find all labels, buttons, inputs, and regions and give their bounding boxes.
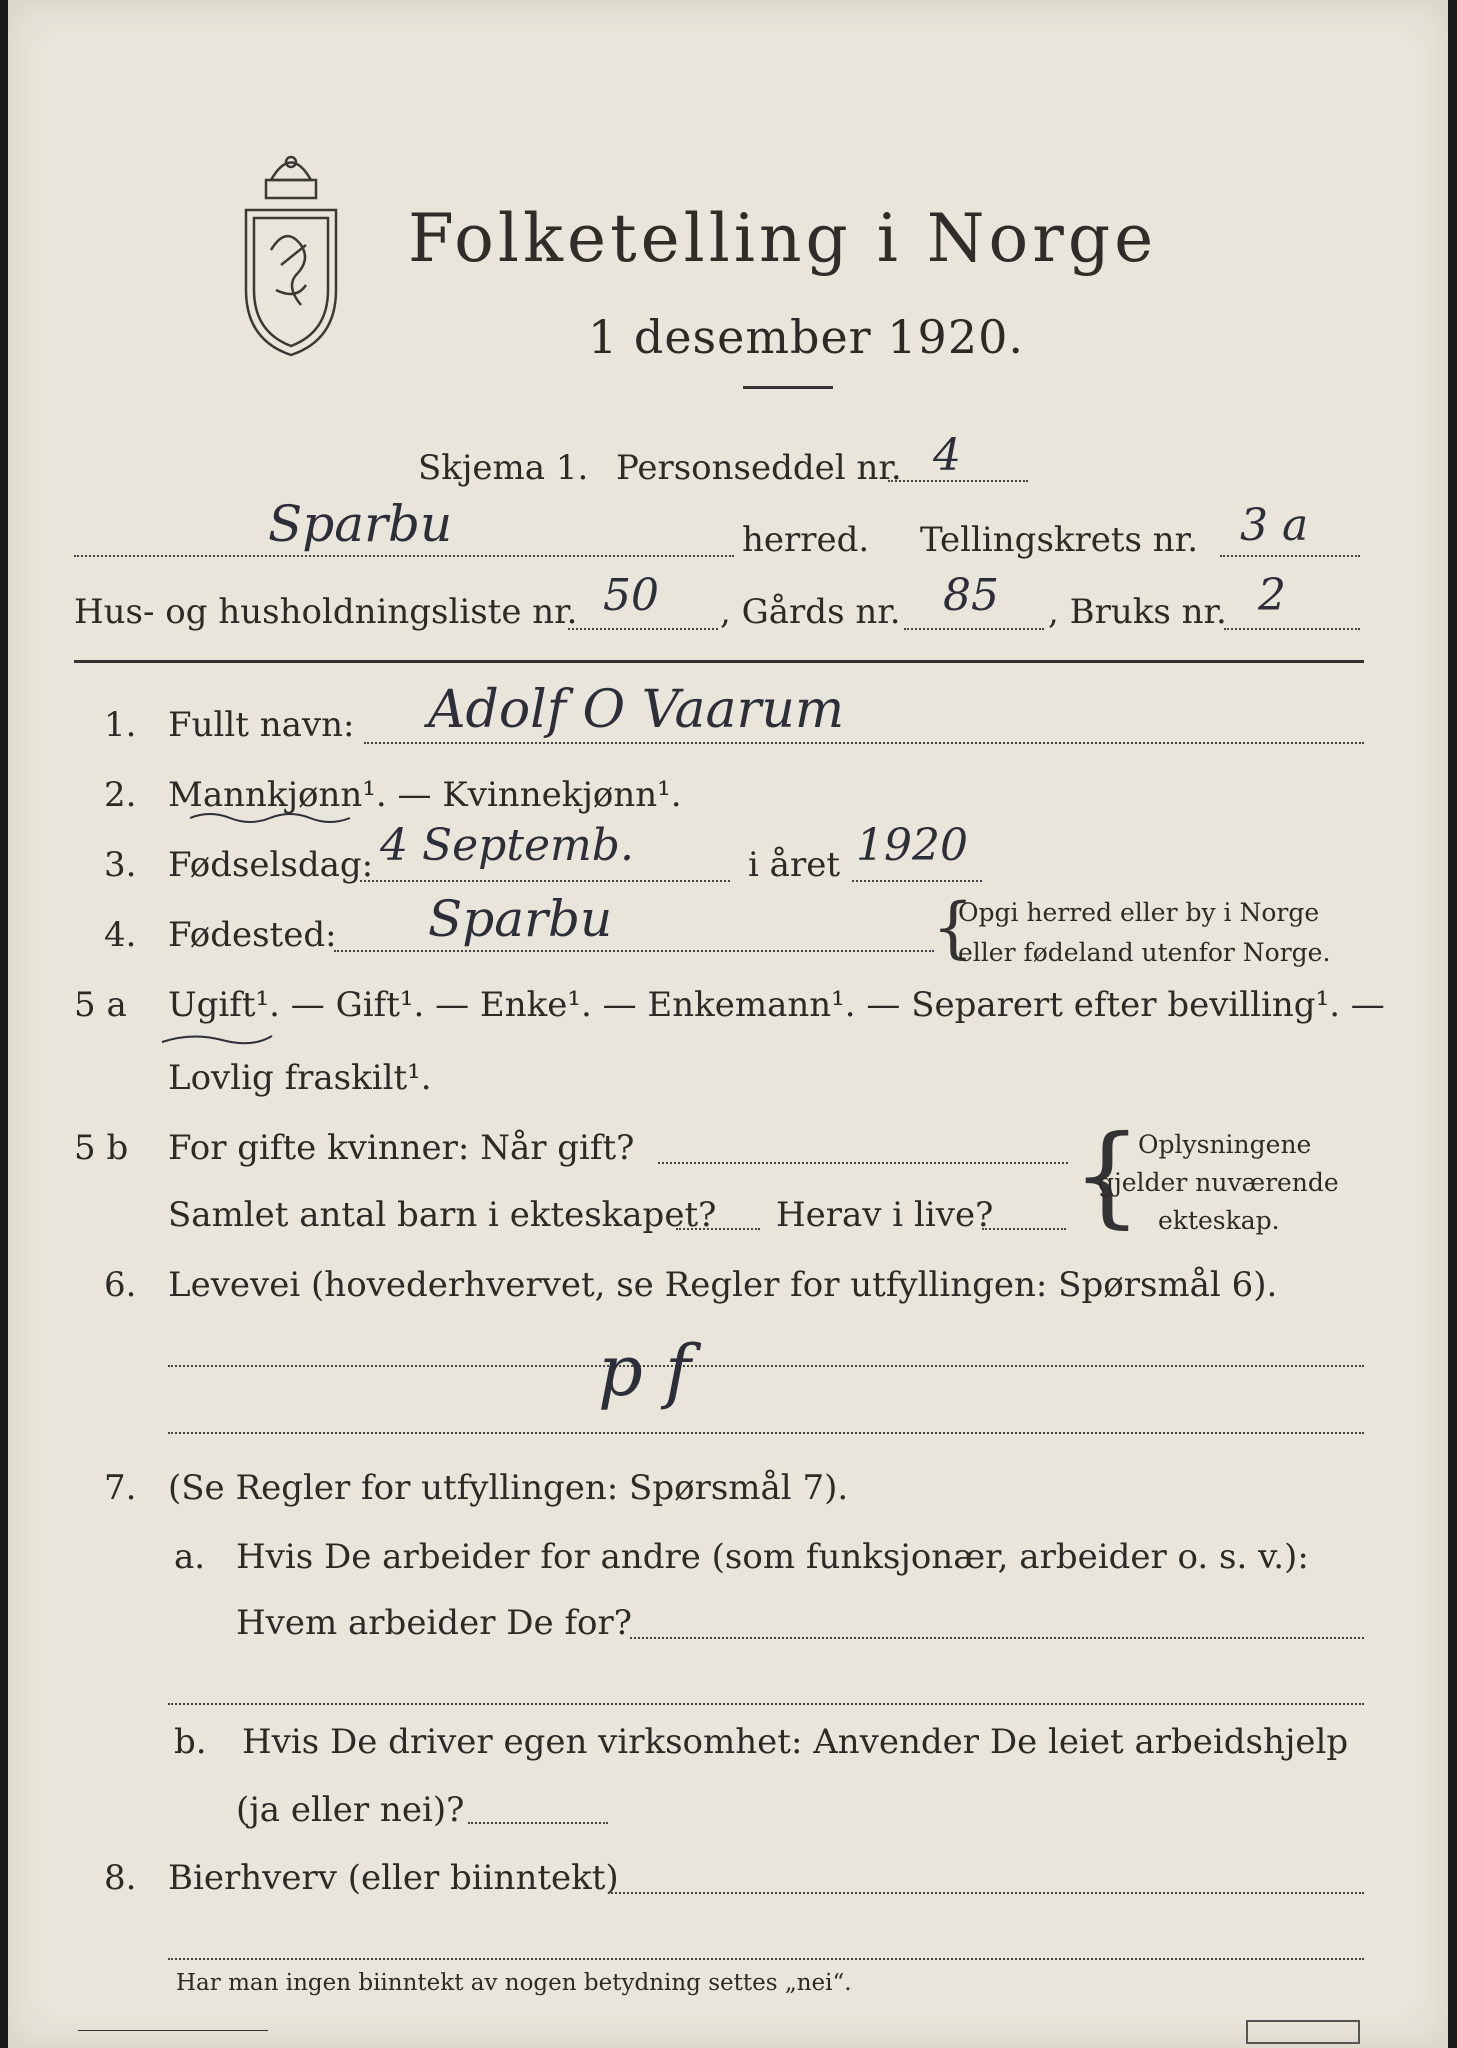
full-name-value[interactable]: Adolf O Vaarum [428,680,845,740]
q5b-alive-label: Herav i live? [776,1195,994,1235]
q5a-line1: Ugift¹. — Gift¹. — Enke¹. — Enkemann¹. — Separert efter bevilling¹. — [168,985,1385,1025]
birthdate-field-line [360,880,730,882]
side-income-field-line [608,1892,1364,1894]
gards-value[interactable]: 85 [943,570,999,621]
tellingskrets-value[interactable]: 3 a [1240,500,1309,551]
q4-note-line1: Opgi herred eller by i Norge [958,898,1320,927]
q8-number: 8. [104,1858,137,1898]
birth-year-value[interactable]: 1920 [856,820,968,871]
q7-number: 7. [104,1468,137,1508]
employer-field-line [630,1637,1364,1639]
printer-stamp [1246,2020,1360,2044]
herred-value[interactable]: Sparbu [268,495,453,553]
q3-number: 3. [104,845,137,885]
q7a-line2: Hvem arbeider De for? [236,1603,632,1643]
q7b-line2: (ja eller nei)? [236,1790,465,1830]
side-income-field-line-2 [168,1958,1364,1960]
tellingskrets-field-line [1220,555,1360,557]
census-form-page [8,0,1448,2048]
form-title: Folketelling i Norge [408,200,1158,277]
bruks-field-line [1224,628,1360,630]
q4-label: Fødested: [168,915,337,955]
hus-field-line [568,628,718,630]
q8-label: Bierhverv (eller biinntekt) [168,1858,619,1898]
q5b-note-line2: gjelder nuværende [1098,1168,1339,1197]
q2-label: Mannkjønn¹. — Kvinnekjønn¹. [168,775,682,815]
q7a-line1: Hvis De arbeider for andre (som funksjonær, arbeider o. s. v.): [236,1537,1309,1577]
occupation-field-line-1 [168,1365,1364,1367]
q6-number: 6. [104,1265,137,1305]
q4-number: 4. [104,915,137,955]
q6-label: Levevei (hovederhvervet, se Regler for utfyllingen: Spørsmål 6). [168,1265,1278,1305]
q5b-brace: { [1072,1111,1142,1239]
q1-field-line [364,742,1364,744]
q7a-letter: a. [174,1537,206,1577]
bruks-label: , Bruks nr. [1048,592,1227,632]
ugift-underline-mark [158,1028,278,1048]
birthplace-value[interactable]: Sparbu [428,890,613,948]
gards-field-line [904,628,1044,630]
q4-brace: { [932,889,974,966]
hus-label: Hus- og husholdningsliste nr. [74,592,578,632]
q7-label: (Se Regler for utfyllingen: Spørsmål 7). [168,1468,849,1508]
employer-field-line-2 [168,1703,1364,1705]
q4-note-line2: eller fødeland utenfor Norge. [958,938,1331,967]
hired-help-field-line [468,1822,608,1824]
mannkjonn-underline-mark [188,808,358,824]
q5b-note-line1: Oplysningene [1138,1130,1312,1159]
year-field-line [852,880,982,882]
gards-label: , Gårds nr. [720,592,901,632]
herred-label: herred. [742,520,870,560]
header-divider [74,660,1364,663]
census-date: 1 desember 1920. [588,310,1024,364]
title-divider [743,386,833,389]
married-when-field-line [658,1162,1068,1164]
children-field-line [676,1228,760,1230]
year-label: i året [748,845,840,885]
q7b-line1: Hvis De driver egen virksomhet: Anvender De leiet arbeidshjelp [242,1722,1349,1762]
bruks-value[interactable]: 2 [1258,570,1286,621]
q1-label: Fullt navn: [168,705,355,745]
birthplace-field-line [334,950,934,952]
q3-label: Fødselsdag: [168,845,374,885]
q7b-letter: b. [174,1722,207,1762]
norwegian-coat-of-arms-icon [236,140,346,360]
q5b-note-line3: ekteskap. [1158,1206,1280,1235]
q5a-line2: Lovlig fraskilt¹. [168,1058,432,1098]
q5a-number: 5 a [74,985,127,1025]
q5b-number: 5 b [74,1128,129,1168]
q5b-children-label: Samlet antal barn i ekteskapet? [168,1195,717,1235]
birthdate-value[interactable]: 4 Septemb. [380,820,634,871]
occupation-value[interactable]: p f [598,1330,691,1412]
q2-number: 2. [104,775,137,815]
tellingskrets-label: Tellingskrets nr. [920,520,1199,560]
personseddel-value[interactable]: 4 [933,430,961,481]
occupation-field-line-2 [168,1432,1364,1434]
herred-field-line [74,555,734,557]
alive-field-line [982,1228,1066,1230]
hus-value[interactable]: 50 [603,570,659,621]
q1-number: 1. [104,705,137,745]
q5b-line1: For gifte kvinner: Når gift? [168,1128,635,1168]
footnote-rule [78,2030,268,2031]
footer-note: Har man ingen biinntekt av nogen betydning settes „nei“. [176,1970,852,1996]
personseddel-label: Personseddel nr. [616,448,902,488]
skjema-label: Skjema 1. [418,448,589,488]
